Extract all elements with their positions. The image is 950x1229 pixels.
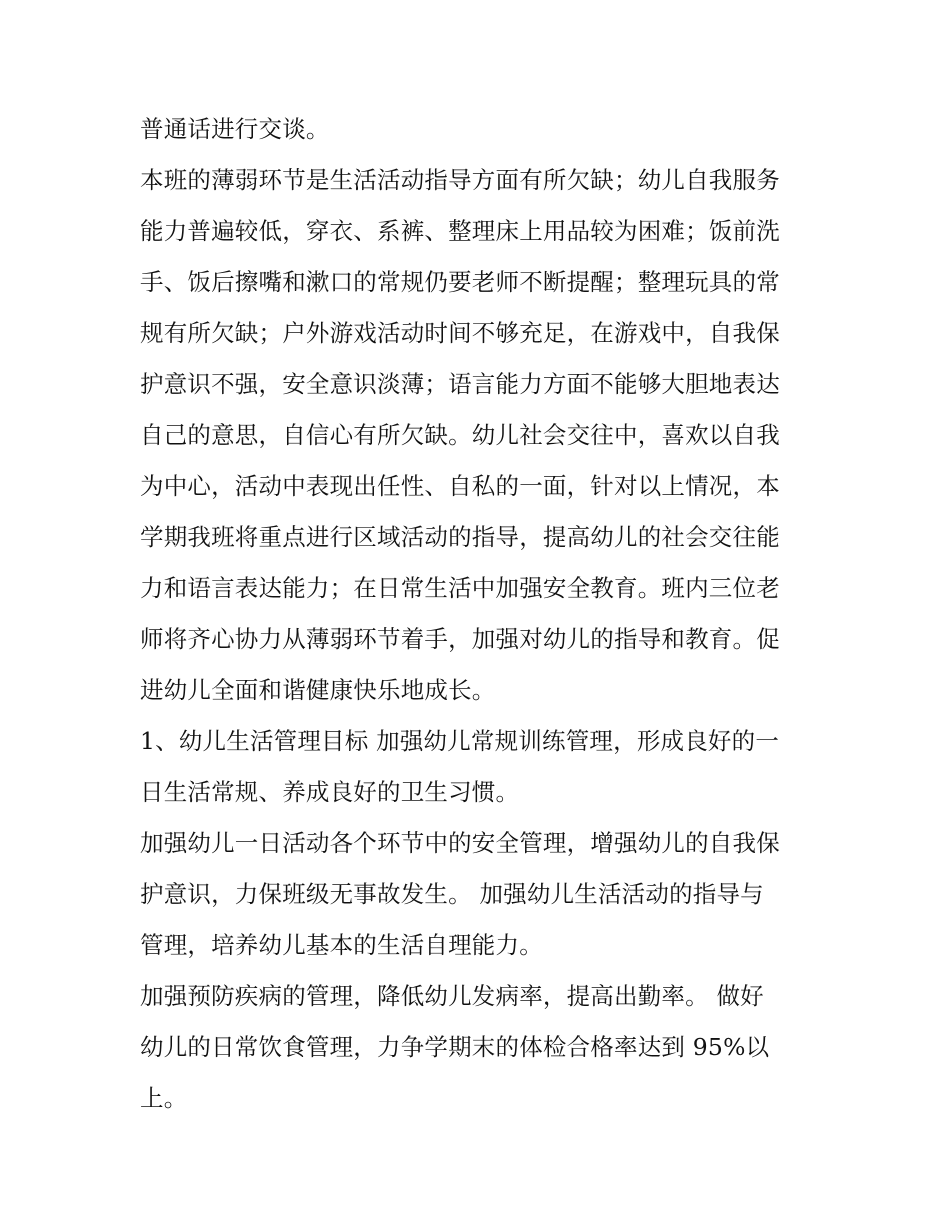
document-body [140, 104, 820, 1124]
text-line: 管理，培养幼儿基本的生活自理能力。 [140, 931, 543, 959]
text-line: 普通话进行交谈。 [140, 115, 330, 143]
text-line: 能力普遍较低，穿衣、系裤、整理床上用品较为困难；饭前洗 [140, 217, 780, 245]
text-line: 1、幼儿生活管理目标 加强幼儿常规训练管理，形成良好的一 [140, 727, 780, 755]
text-line: 幼儿的日常饮食管理，力争学期末的体检合格率达到 95%以 [140, 1033, 770, 1061]
text-line: 师将齐心协力从薄弱环节着手，加强对幼儿的指导和教育。促 [140, 625, 780, 653]
text-line: 手、饭后擦嘴和漱口的常规仍要老师不断提醒；整理玩具的常 [140, 268, 780, 296]
text-line: 规有所欠缺；户外游戏活动时间不够充足，在游戏中，自我保 [140, 319, 780, 347]
text-line: 加强预防疾病的管理，降低幼儿发病率，提高出勤率。 做好 [140, 982, 764, 1010]
text-line: 护意识不强，安全意识淡薄；语言能力方面不能够大胆地表达 [140, 370, 780, 398]
text-line: 力和语言表达能力；在日常生活中加强安全教育。班内三位老 [140, 574, 780, 602]
text-line: 学期我班将重点进行区域活动的指导，提高幼儿的社会交往能 [140, 523, 780, 551]
text-line: 日生活常规、养成良好的卫生习惯。 [140, 778, 520, 806]
text-line: 进幼儿全面和谐健康快乐地成长。 [140, 676, 496, 704]
text-line: 上。 [140, 1084, 188, 1112]
text-line: 加强幼儿一日活动各个环节中的安全管理，增强幼儿的自我保 [140, 829, 780, 857]
text-line: 为中心，活动中表现出任性、自私的一面，针对以上情况，本 [140, 472, 780, 500]
text-line: 护意识，力保班级无事故发生。 加强幼儿生活活动的指导与 [140, 880, 764, 908]
text-line: 自己的意思，自信心有所欠缺。幼儿社会交往中，喜欢以自我 [140, 421, 780, 449]
text-line: 本班的薄弱环节是生活活动指导方面有所欠缺；幼儿自我服务 [140, 166, 780, 194]
